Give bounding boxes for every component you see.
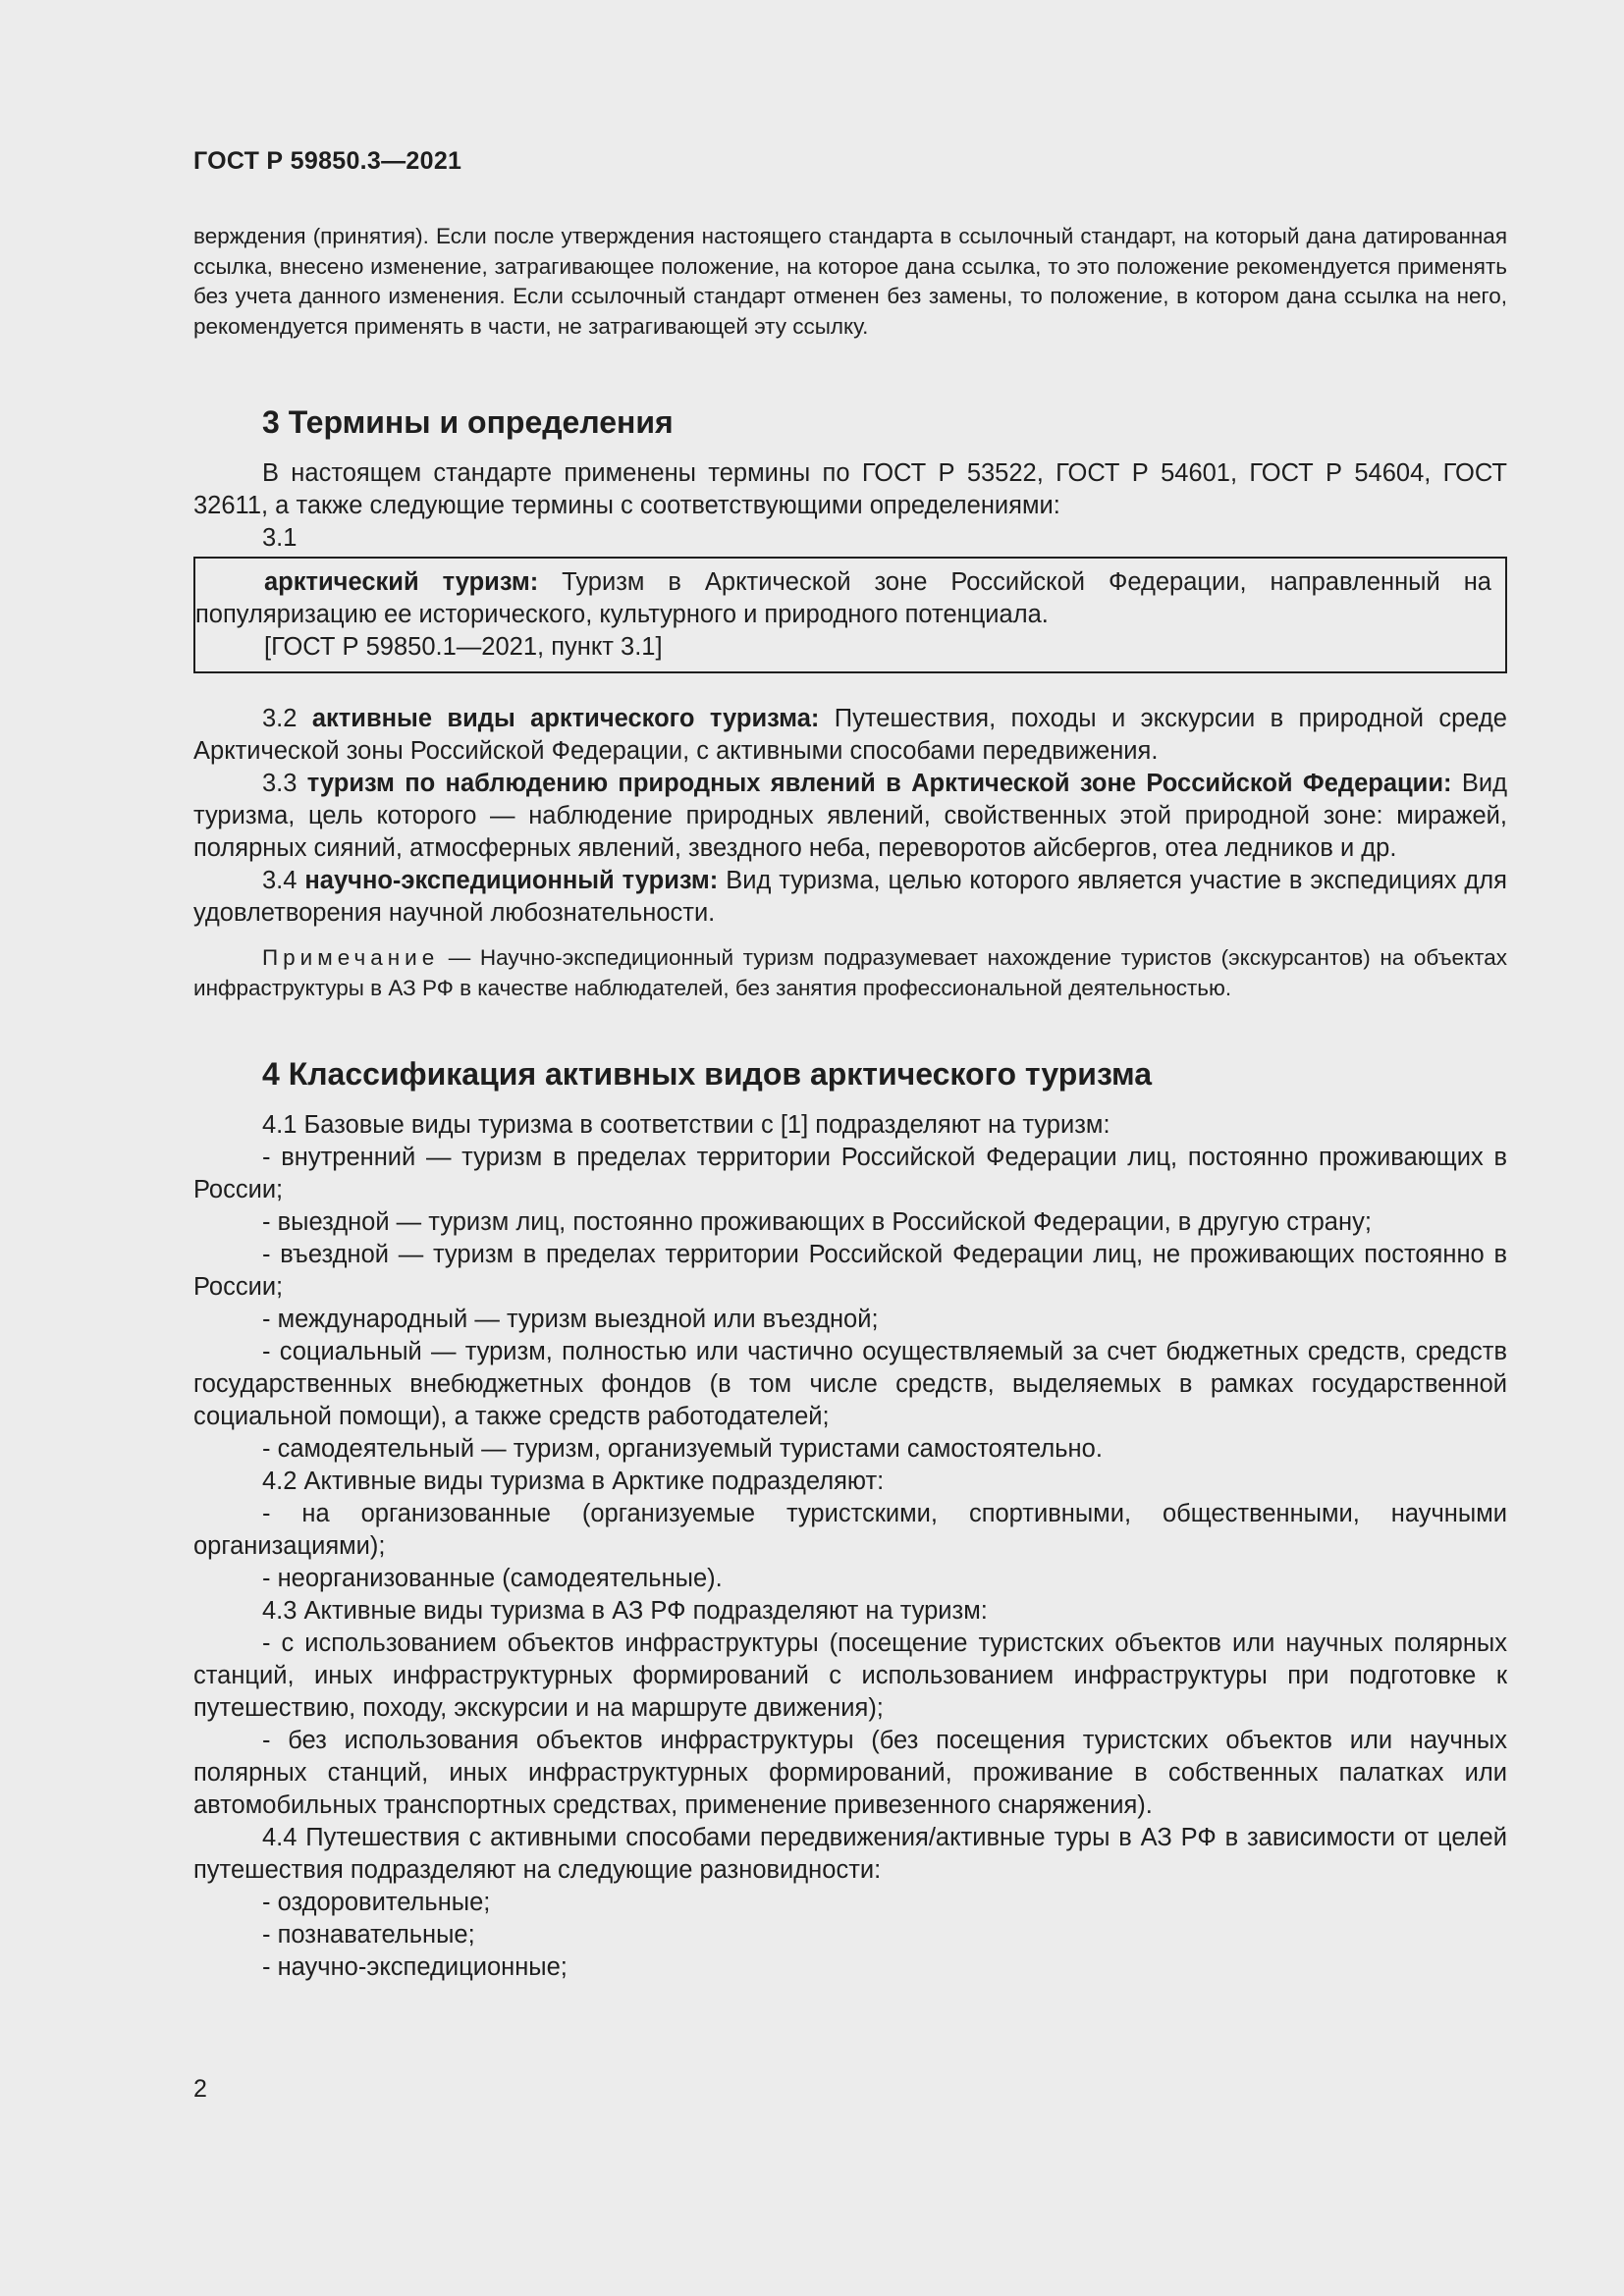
- section-4-paragraph: - внутренний — туризм в пределах территории Российской Федерации лиц, постоянно проживающих в России;: [193, 1144, 1507, 1203]
- section-4-paragraph: - выездной — туризм лиц, постоянно проживающих в Российской Федерации, в другую страну;: [262, 1208, 1372, 1236]
- section-4-paragraph: - познавательные;: [262, 1921, 475, 1949]
- section-3-intro: В настоящем стандарте применены термины по ГОСТ Р 53522, ГОСТ Р 54601, ГОСТ Р 54604, ГОСТ 32611, а также следующие термины с соответствующими определениями:: [193, 459, 1507, 519]
- section-4-paragraph: 4.3 Активные виды туризма в АЗ РФ подразделяют на туризм:: [262, 1597, 988, 1625]
- term-3-4-text: Вид туризма, целью которого является участие в экспедициях для удовлетворения научной любознательности.: [193, 867, 1507, 927]
- section-4-paragraph: - с использованием объектов инфраструктуры (посещение туристских объектов или научных полярных станций, иных инфраструктурных формирований с использованием инфраструктуры при подготовке к путешествию, походу, экскурсии и на маршруте движения);: [193, 1629, 1507, 1722]
- note: [193, 943, 1507, 1003]
- section-4-paragraph: - на организованные (организуемые туристскими, спортивными, общественными, научными организациями);: [193, 1500, 1507, 1560]
- term-3-1-text: Туризм в Арктической зоне Российской Федерации, направленный на популяризацию ее исторического, культурного и природного потенциала.: [195, 568, 1491, 628]
- term-3-1-number: 3.1: [262, 524, 298, 552]
- term-3-3-term: туризм по наблюдению природных явлений в Арктической зоне Российской Федерации:: [306, 770, 1452, 797]
- section-4-paragraph: 4.2 Активные виды туризма в Арктике подразделяют:: [262, 1468, 885, 1495]
- term-3-4-term: научно-экспедиционный туризм:: [304, 867, 719, 894]
- term-3-1-box: [193, 557, 1507, 673]
- section-4-paragraph: - социальный — туризм, полностью или частично осуществляемый за счет бюджетных средств, средств государственных внебюджетных фондов (в том числе средств, выделяемых в рамках государственной социальной помощи), а также средств работодателей;: [193, 1338, 1507, 1430]
- section-4-body: [193, 1109, 1507, 1984]
- note-label: Примечание: [262, 945, 440, 970]
- term-3-3: [193, 768, 1507, 865]
- term-3-3-number: 3.3: [262, 770, 307, 797]
- term-3-3-text: Вид туризма, цель которого — наблюдение природных явлений, свойственных этой природной зоне: миражей, полярных сияний, атмосферных явлений, звездного неба, переворотов айсбергов, отеа ледников и др.: [193, 770, 1507, 862]
- section-4-paragraph: - самодеятельный — туризм, организуемый туристами самостоятельно.: [262, 1435, 1103, 1463]
- document-header: ГОСТ Р 59850.3—2021: [193, 147, 462, 175]
- page-content: [193, 222, 1507, 1984]
- section-4-paragraph: 4.4 Путешествия с активными способами передвижения/активные туры в АЗ РФ в зависимости от целей путешествия подразделяют на следующие разновидности:: [193, 1824, 1507, 1884]
- term-3-1-source: [ГОСТ Р 59850.1—2021, пункт 3.1]: [264, 633, 663, 661]
- term-3-2-term: активные виды арктического туризма:: [311, 705, 820, 732]
- term-3-4: [193, 865, 1507, 930]
- section-4-paragraph: - без использования объектов инфраструктуры (без посещения туристских объектов или научных полярных станций, иных инфраструктурных формирований, проживание в собственных палатках или автомобильных транспортных средствах, применение привезенного снаряжения).: [193, 1727, 1507, 1819]
- section-4-paragraph: - международный — туризм выездной или въездной;: [262, 1306, 879, 1333]
- term-3-2-text: Путешествия, походы и экскурсии в природной среде Арктической зоны Российской Федерации, с активными способами передвижения.: [193, 705, 1507, 765]
- term-3-1-definition: [195, 566, 1491, 631]
- term-3-4-number: 3.4: [262, 867, 305, 894]
- intro-paragraph: верждения (принятия). Если после утверждения настоящего стандарта в ссылочный стандарт, на который дана датированная ссылка, внесено изменение, затрагивающее положение, на которое дана ссылка, то это положение рекомендуется применять без учета данного изменения. Если ссылочный стандарт отменен без замены, то положение, в котором дана ссылка на него, рекомендуется применять в части, не затрагивающей эту ссылку.: [193, 224, 1507, 339]
- section-3-heading: 3 Термины и определения: [262, 404, 674, 440]
- section-4-paragraph: - оздоровительные;: [262, 1889, 491, 1916]
- section-4-paragraph: 4.1 Базовые виды туризма в соответствии с [1] подразделяют на туризм:: [262, 1111, 1110, 1139]
- note-text: — Научно-экспедиционный туризм подразумевает нахождение туристов (экскурсантов) на объектах инфраструктуры в АЗ РФ в качестве наблюдателей, без занятия профессиональной деятельностью.: [193, 945, 1507, 1000]
- section-4-paragraph: - въездной — туризм в пределах территории Российской Федерации лиц, не проживающих постоянно в России;: [193, 1241, 1507, 1301]
- page-number: 2: [193, 2075, 207, 2103]
- term-3-1-term: арктический туризм:: [264, 568, 539, 596]
- term-3-2: [193, 703, 1507, 768]
- section-4-paragraph: - неорганизованные (самодеятельные).: [262, 1565, 723, 1592]
- term-3-2-number: 3.2: [262, 705, 312, 732]
- section-4-heading: 4 Классификация активных видов арктического туризма: [262, 1056, 1153, 1092]
- section-4-paragraph: - научно-экспедиционные;: [262, 1953, 568, 1981]
